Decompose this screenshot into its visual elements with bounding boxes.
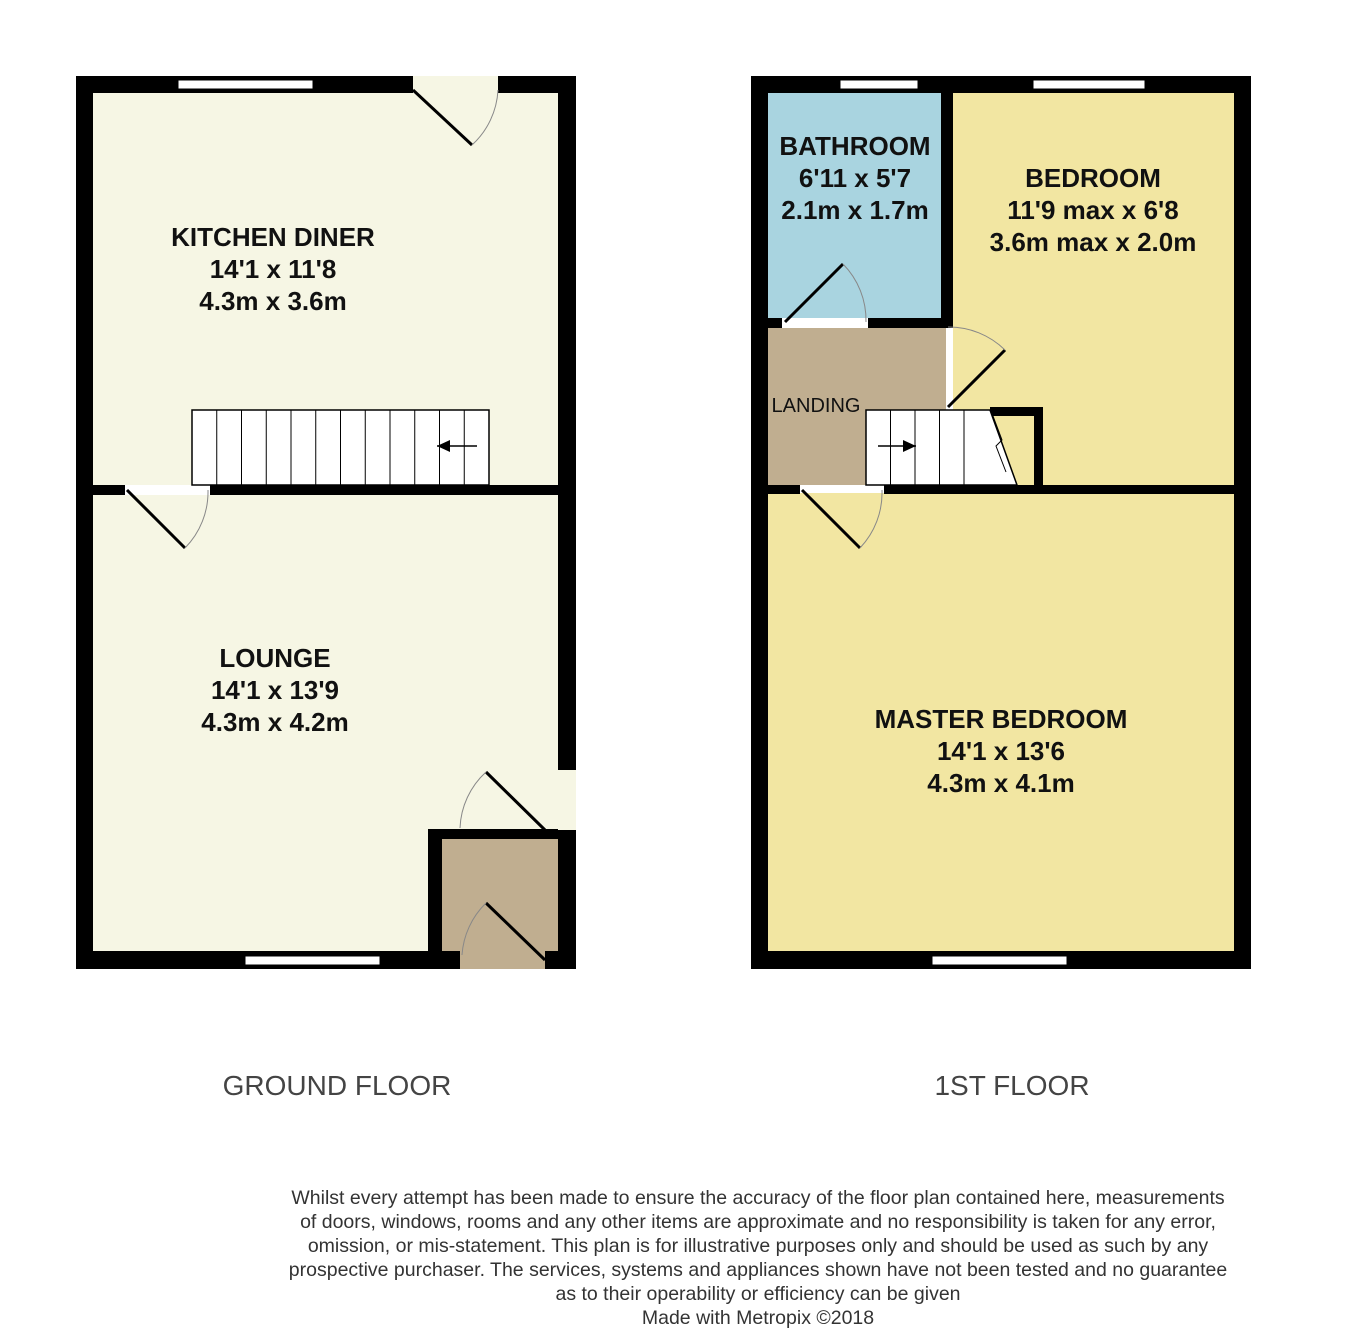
lounge-window (245, 956, 380, 965)
ground-floor-label: GROUND FLOOR (222, 1070, 452, 1101)
kitchen-diner-metric: 4.3m x 3.6m (199, 286, 347, 316)
bedroom-imperial: 11'9 max x 6'8 (1007, 195, 1179, 225)
kitchen-back-door-gap (413, 76, 498, 93)
disclaimer (230, 1186, 1286, 1330)
bedroom-metric: 3.6m max x 2.0m (989, 227, 1197, 257)
bathroom-wall-bottom-right (868, 318, 953, 328)
bathroom-name: BATHROOM (779, 131, 931, 161)
first-floor-label: 1ST FLOOR (934, 1070, 1090, 1101)
landing-name: LANDING (771, 395, 861, 417)
lounge-name: LOUNGE (219, 643, 331, 673)
kitchen-lounge-wall-left (93, 485, 125, 495)
disclaimer-line: as to their operability or efficiency can be given (555, 1283, 961, 1305)
ground-wall-left (76, 76, 93, 969)
front-door-gap (460, 951, 545, 969)
porch-wall-left (428, 829, 442, 951)
lounge-imperial: 14'1 x 13'9 (210, 675, 340, 705)
bathroom-wall-bottom-left (768, 318, 782, 328)
bedroom-name: BEDROOM (1025, 163, 1161, 193)
lounge-metric: 4.3m x 4.2m (201, 707, 349, 737)
first-wall-top (751, 76, 1251, 93)
bathroom-window (840, 80, 918, 89)
master-bedroom-wall-top-left (768, 485, 800, 494)
bathroom-imperial: 6'11 x 5'7 (798, 163, 912, 193)
stair-enclosure-wall-side (1034, 407, 1043, 487)
disclaimer-line: omission, or mis-statement. This plan is for illustrative purposes only and should be used as such by any (307, 1235, 1209, 1257)
porch-wall-top (428, 829, 558, 839)
kitchen-diner-imperial: 14'1 x 11'8 (209, 254, 337, 284)
porch-side-door-gap (558, 770, 576, 830)
ground-staircase (192, 410, 489, 485)
ground-wall-right (558, 76, 576, 969)
disclaimer-line: Whilst every attempt has been made to ensure the accuracy of the floor plan contained here, measurements (291, 1187, 1225, 1209)
master-bedroom-imperial: 14'1 x 13'6 (936, 736, 1066, 766)
first-floor (751, 76, 1251, 1101)
credit-line: Made with Metropix ©2018 (641, 1307, 875, 1329)
master-bedroom-window (932, 956, 1067, 965)
first-wall-right (1234, 76, 1251, 969)
master-bedroom-wall-top-right (884, 485, 1234, 494)
bedroom-window (1033, 80, 1145, 89)
kitchen-window (178, 80, 313, 89)
porch-fill (442, 839, 558, 951)
disclaimer-line: of doors, windows, rooms and any other items are approximate and no responsibility is taken for any error, (300, 1211, 1216, 1233)
bathroom-bedroom-wall (941, 93, 953, 328)
master-bedroom-metric: 4.3m x 4.1m (927, 768, 1075, 798)
disclaimer-line: prospective purchaser. The services, systems and appliances shown have not been tested and no guarantee (288, 1259, 1228, 1281)
first-wall-left (751, 76, 768, 969)
ground-wall-top (76, 76, 576, 93)
master-bedroom-name: MASTER BEDROOM (874, 704, 1128, 734)
bathroom-metric: 2.1m x 1.7m (781, 195, 929, 225)
kitchen-lounge-wall-right (210, 485, 558, 495)
kitchen-diner-name: KITCHEN DINER (171, 222, 375, 252)
ground-floor (76, 76, 576, 1101)
first-staircase (866, 410, 1017, 485)
